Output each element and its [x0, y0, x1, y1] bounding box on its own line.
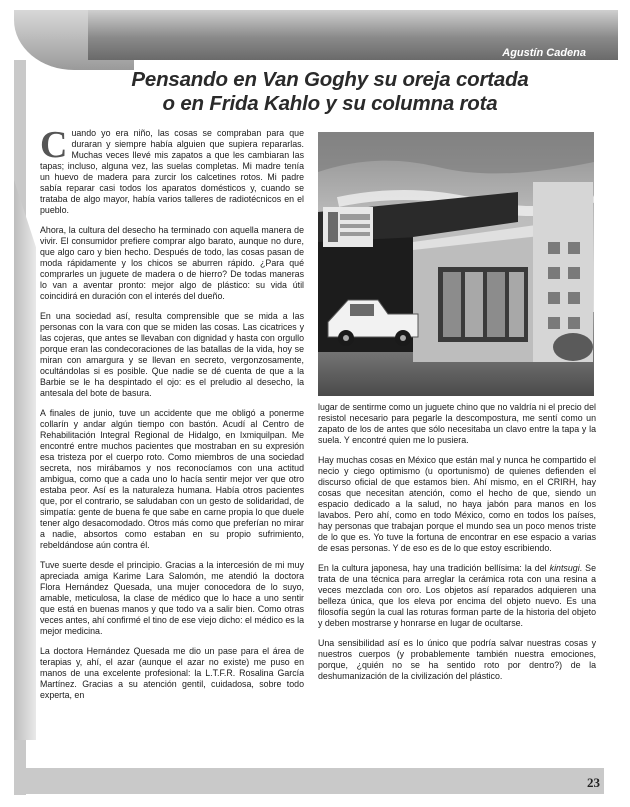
paragraph-10: Una sensibilidad así es lo único que podría salvar nuestras cosas y nuestros cuerpos (y probablemente también nuestra emociones, porque, ¿quién no se ha sentido roto por dentro?) de la deshumanización de la civilización del plástico. [318, 638, 596, 681]
author-name: Agustín Cadena [502, 47, 586, 59]
paragraph-4: A finales de junio, tuve un accidente que me obligó a ponerme collarín y andar algún tiempo con bastón. Acudí al Centro de Rehabilitación Integral Regional de Hidalgo, en Ixmiquilpan. Me encontré entre muchos pacientes que mostraban en su expresión esa tristeza por el cuerpo roto. Como miembros de una sociedad secreta, nos mirábamos y nos reconocíamos con una actitud ambigua, como que a cada uno lo hacía sentir mejor ver que otro estaba peor. Así es la naturaleza humana. Había otros pacientes que, por el contrario, se saludaban con un gesto de solidaridad, de simpatía: gente de buena fe que sabe en carne propia lo que duele tener algo desacomodado. Otros más como que preferían no mirar a nadie, absortos como estaban en su propio sufrimiento, rebeldándose aún contra él. [40, 408, 304, 550]
left-decorative-stripe [14, 180, 36, 740]
page-number: 23 [587, 775, 600, 790]
paragraph-7: lugar de sentirme como un juguete chino que no valdría ni el precio del resistol necesario para pegarle la descompostura, me sentí como un zapato de los de antes que sólo necesitaba un clavo entre la tapa y la suela. Y encontré quien me lo pusiera. [318, 402, 596, 445]
left-column [40, 124, 304, 710]
paragraph-2: Ahora, la cultura del desecho ha terminado con aquella manera de vivir. El consumidor prefiere comprar algo barato, aunque no dure, que algo caro y bien hecho. Después de todo, las cosas pasan de moda rápidamente y los chicos se aburren rápido. ¿Para qué comprarles un juguete de madera o de hierro? De todas maneras lo van a aventar pronto: mejor algo de plástico: su vida útil coincidirá en duración con el interés del dueño. [40, 225, 304, 301]
footer-bar [14, 768, 604, 794]
article-title [60, 68, 600, 116]
right-column [318, 402, 596, 691]
paragraph-6: La doctora Hernández Quesada me dio un pase para el área de terapias y, ahí, el azar (aunque el azar no existe) me puso en manos de una excelente profesional: la L.T.F.R. Rosalina García Martínez. Gracias a su atención gentil, cuidadosa, sobre todo experta, en [40, 646, 304, 700]
title-line-1: Pensando en Van Goghy su oreja cortada [131, 68, 529, 91]
title-line-2: o en Frida Kahlo y su columna rota [162, 92, 498, 115]
building-photo [318, 132, 594, 396]
paragraph-3: En una sociedad así, resulta comprensible que se mida a las personas con la vara con que se miden las cosas. Las cicatrices y las cojeras, que antes se llevaban con dignidad y hasta con orgullo porque eran las condecoraciones de las batallas de la vida, hoy se miran con amargura y se llevan en secreto, vergonzosamente, ocultándolas si es posible. Que nadie se dé cuenta de que a la Barbie se le ha despintado el ojo: es el preludio al desecho, la antesala del bote de basura. [40, 311, 304, 398]
paragraph-9: En la cultura japonesa, hay una tradición bellísima: la del kintsugi. Se trata de una técnica para arreglar la cerámica rota con una resina a veces mezclada con oro. Los objetos así reparados adquieren una belleza única, que los eleva por encima del objeto nuevo. Es una filosofía según la cual las roturas forman parte de la historia del objeto y deben mostrarse y honrarse en lugar de ocultarse. [318, 563, 597, 628]
building-photo-image [318, 132, 594, 396]
paragraph-8: Hay muchas cosas en México que están mal y nunca he compartido el necio y ciego optimismo (u oportunismo) de quienes defienden el discurso oficial de que estamos bien. Ahí mismo, en el CRIRH, hay cosas que necesitan atención, como el hecho de que, siendo un espacio dedicado a la salud, no haya jabón para manos en los lavabos. Pero ahí, como en todo México, como en todos los países, hay personas que trabajan porque el mundo sea un poco menos triste de lo que es. Yo tuve la fortuna de encontrar en ese espacio a varias de esas personas. Y de eso es de lo que estoy escribiendo. [318, 455, 596, 553]
paragraph-5: Tuve suerte desde el principio. Gracias a la intercesión de mi muy apreciada amiga Karime Lara Salomón, me atendió la doctora Flora Hernández Quesada, una mujer conocedora de lo suyo, amable, meticulosa, la clase de médico que lo hace a uno sentir que está en buenas manos y que todo va a salir bien. Como otras veces antes, ahí confirmé el tino de ese viejo dicho: el médico es la mejor medicina. [40, 560, 304, 636]
drop-cap: C [40, 124, 68, 166]
kintsugi-term: kintsugi [549, 563, 580, 573]
paragraph-1: Cuando yo era niño, las cosas se compraban para que duraran y siempre había alguien que supiera repararlas. Muchas veces llevé mis zapatos a que les cambiaran las tapas; incluso, alguna vez, las suelas completas. Mi madre tenía un huevo de madera para zurcir los calcetines rotos. Mi padre sabía reparar casi todos los aparatos domésticos y, cuando se trataba de algo mayor, había varios talleres de radiotécnicos en el pueblo. [40, 124, 304, 215]
